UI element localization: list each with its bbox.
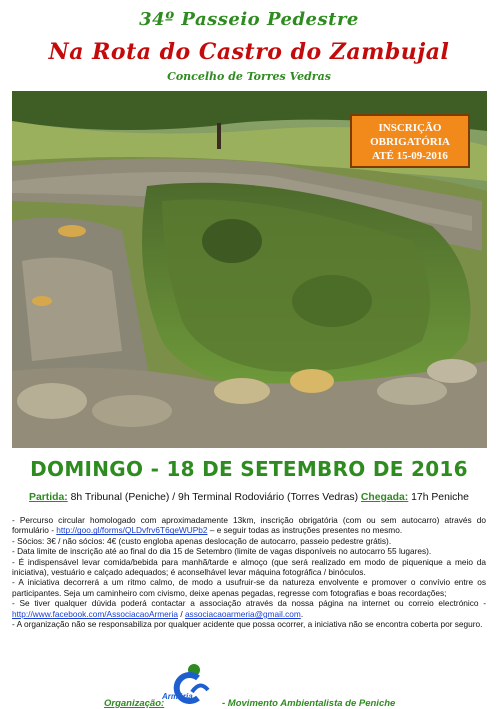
municipality: Concelho de Torres Vedras [167,70,331,83]
footer [0,660,498,709]
event-date: DOMINGO - 18 DE SETEMBRO DE 2016 [30,457,468,481]
departure-text: 8h Tribunal (Peniche) / 9h Terminal Rodoviário (Torres Vedras) [67,492,361,503]
badge-line-3: ATÉ 15-09-2016 [372,150,448,162]
logo-wordmark: Armória [162,692,193,701]
event-title: Na Rota do Castro do Zambujal [48,39,450,65]
badge-line-2: OBRIGATÓRIA [370,136,450,148]
info-list [12,515,486,629]
arrival-label: Chegada: [360,492,409,503]
schedule-line [0,492,498,503]
info-text: - Percurso circular homologado com aproximadamente 13km, inscrição obrigatória (com ou sem autocarro) através do formulário - [12,515,486,536]
email-link[interactable]: associacaoarmeria@gmail.com [184,608,301,619]
info-item-deadline: - Data limite de inscrição até ao final do dia 15 de Setembro (limite de vagas disponíveis no autocarro 55 lugares). [12,546,432,557]
info-item-contact [12,598,486,619]
info-item-prices: - Sócios: 3€ / não sócios: 4€ (custo engloba apenas deslocação de autocarro, passeio pedestre grátis). [12,535,392,546]
organization-name: - Movimento Ambientalista de Peniche [222,698,396,709]
registration-form-link[interactable]: http://goo.gl/forms/QLDvfrv6T6qeWUPb2 [56,525,208,536]
departure-label: Partida: [29,492,68,503]
info-item-food: - É indispensável levar comida/bebida para manhã/tarde e almoço (que será realizado em modo de piquenique a meio da iniciativa), vestuário e calçado adequados; é aconselhável levar máquina fotográfica / binóculos. [12,556,486,578]
info-text: – e seguir todas as instruções presentes no mesmo. [207,525,403,536]
info-text: . [300,608,304,619]
arrival-text: 17h Peniche [408,492,469,503]
info-item-insurance: - A organização não se responsabiliza por qualquer acidente que possa ocorrer, a iniciativa não se encontra coberta por seguro. [12,619,483,630]
badge-line-1: INSCRIÇÃO [378,122,442,134]
registration-badge [350,114,470,168]
info-item-route [12,515,486,536]
facebook-link[interactable]: http://www.facebook.com/AssociacaoArmeria [12,608,179,619]
event-edition: 34º Passeio Pedestre [139,9,359,30]
info-text: / [178,608,185,619]
info-item-pace: - A iniciativa decorrerá a um ritmo calmo, de modo a usufruir-se da natureza envolvente e promover o convívio entre os participantes. Seja um caminheiro com civismo, deixe apenas pegadas, regresse com fotografias e boas recordações; [12,577,486,598]
info-text: - Se tiver qualquer dúvida poderá contactar a associação através da nossa página na internet ou correio electrónico - [12,598,486,609]
organization-label: Organização: [104,698,165,709]
